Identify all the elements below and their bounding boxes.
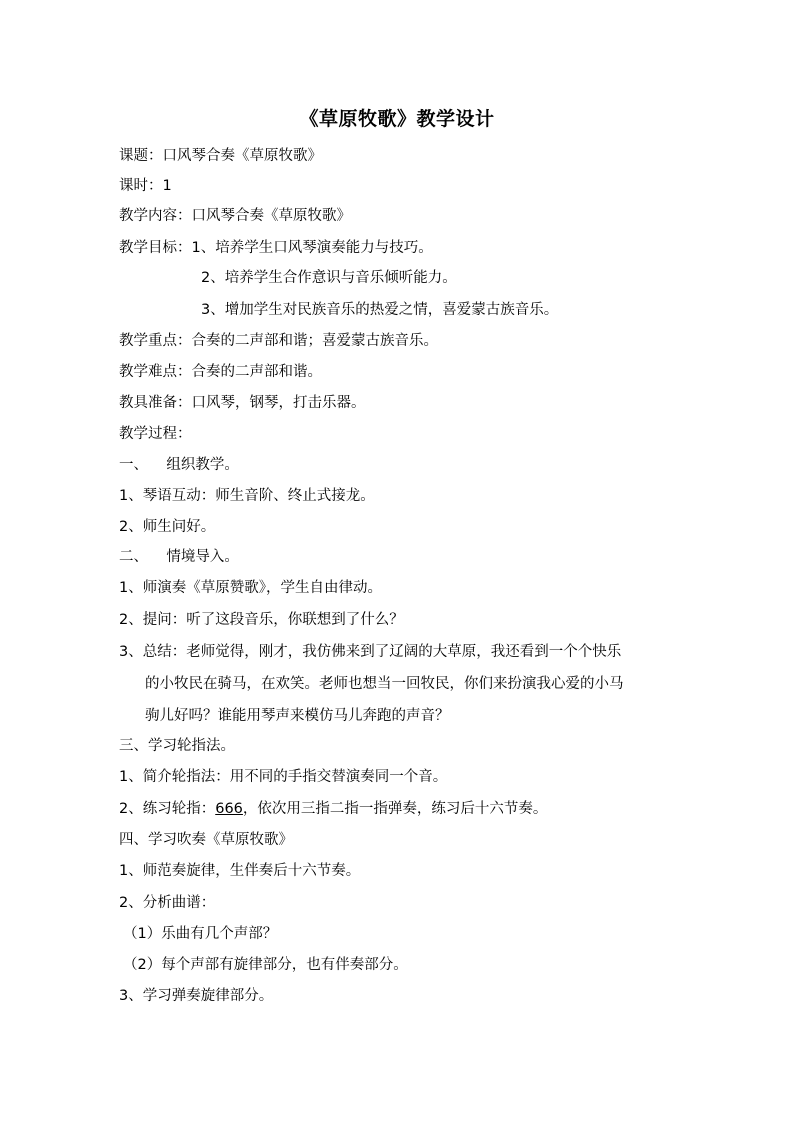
difficulty-line: 教学难点：合奏的二声部和谐。 <box>119 364 322 380</box>
list-item: 1、师范奏旋律，生伴奏后十六节奏。 <box>119 863 361 879</box>
section-heading-4: 四、学习吹奏《草原牧歌》 <box>119 832 293 848</box>
materials-line: 教具准备：口风琴，钢琴，打击乐器。 <box>119 395 366 411</box>
topic-line: 课题：口风琴合奏《草原牧歌》 <box>119 148 322 164</box>
practice-prefix: 2、练习轮指： <box>119 801 216 817</box>
list-item: 3、学习弹奏旋律部分。 <box>119 988 274 1004</box>
list-item: 1、师演奏《草原赞歌》，学生自由律动。 <box>119 580 382 596</box>
practice-line <box>119 799 547 819</box>
objective-line-2: 2、培养学生合作意识与音乐倾听能力。 <box>201 270 457 286</box>
document-title: 《草原牧歌》教学设计 <box>299 108 495 130</box>
list-item: 1、琴语互动：师生音阶、终止式接龙。 <box>119 488 375 504</box>
key-points-line: 教学重点：合奏的二声部和谐；喜爱蒙古族音乐。 <box>119 333 438 349</box>
practice-suffix: ，依次用三指二指一指弹奏，练习后十六节奏。 <box>242 801 548 817</box>
objective-line-1: 教学目标：1、培养学生口风琴演奏能力与技巧。 <box>119 240 433 256</box>
class-hours-line: 课时：1 <box>119 178 172 194</box>
summary-line-3: 驹儿好吗？谁能用琴声来模仿马儿奔跑的声音？ <box>145 708 450 724</box>
sub-item: （2）每个声部有旋律部分，也有伴奏部分。 <box>123 957 408 973</box>
list-item: 2、提问：听了这段音乐，你联想到了什么？ <box>119 612 404 628</box>
section-heading-1: 一、 组织教学。 <box>119 457 239 473</box>
practice-notes: 666 <box>215 801 243 817</box>
content-line: 教学内容：口风琴合奏《草原牧歌》 <box>119 208 351 224</box>
sub-item: （1）乐曲有几个声部？ <box>123 926 278 942</box>
list-item: 2、分析曲谱： <box>119 895 216 911</box>
objective-line-3: 3、增加学生对民族音乐的热爱之情，喜爱蒙古族音乐。 <box>201 302 559 318</box>
list-item: 1、简介轮指法：用不同的手指交替演奏同一个音。 <box>119 769 448 785</box>
summary-line-2: 的小牧民在骑马，在欢笑。老师也想当一回牧民，你们来扮演我心爱的小马 <box>145 676 624 692</box>
process-heading: 教学过程： <box>119 426 192 442</box>
list-item: 2、师生问好。 <box>119 519 216 535</box>
summary-line-1: 3、总结：老师觉得，刚才，我仿佛来到了辽阔的大草原，我还看到一个个快乐 <box>119 644 622 660</box>
section-heading-2: 二、 情境导入。 <box>119 549 239 565</box>
section-heading-3: 三、学习轮指法。 <box>119 738 235 754</box>
